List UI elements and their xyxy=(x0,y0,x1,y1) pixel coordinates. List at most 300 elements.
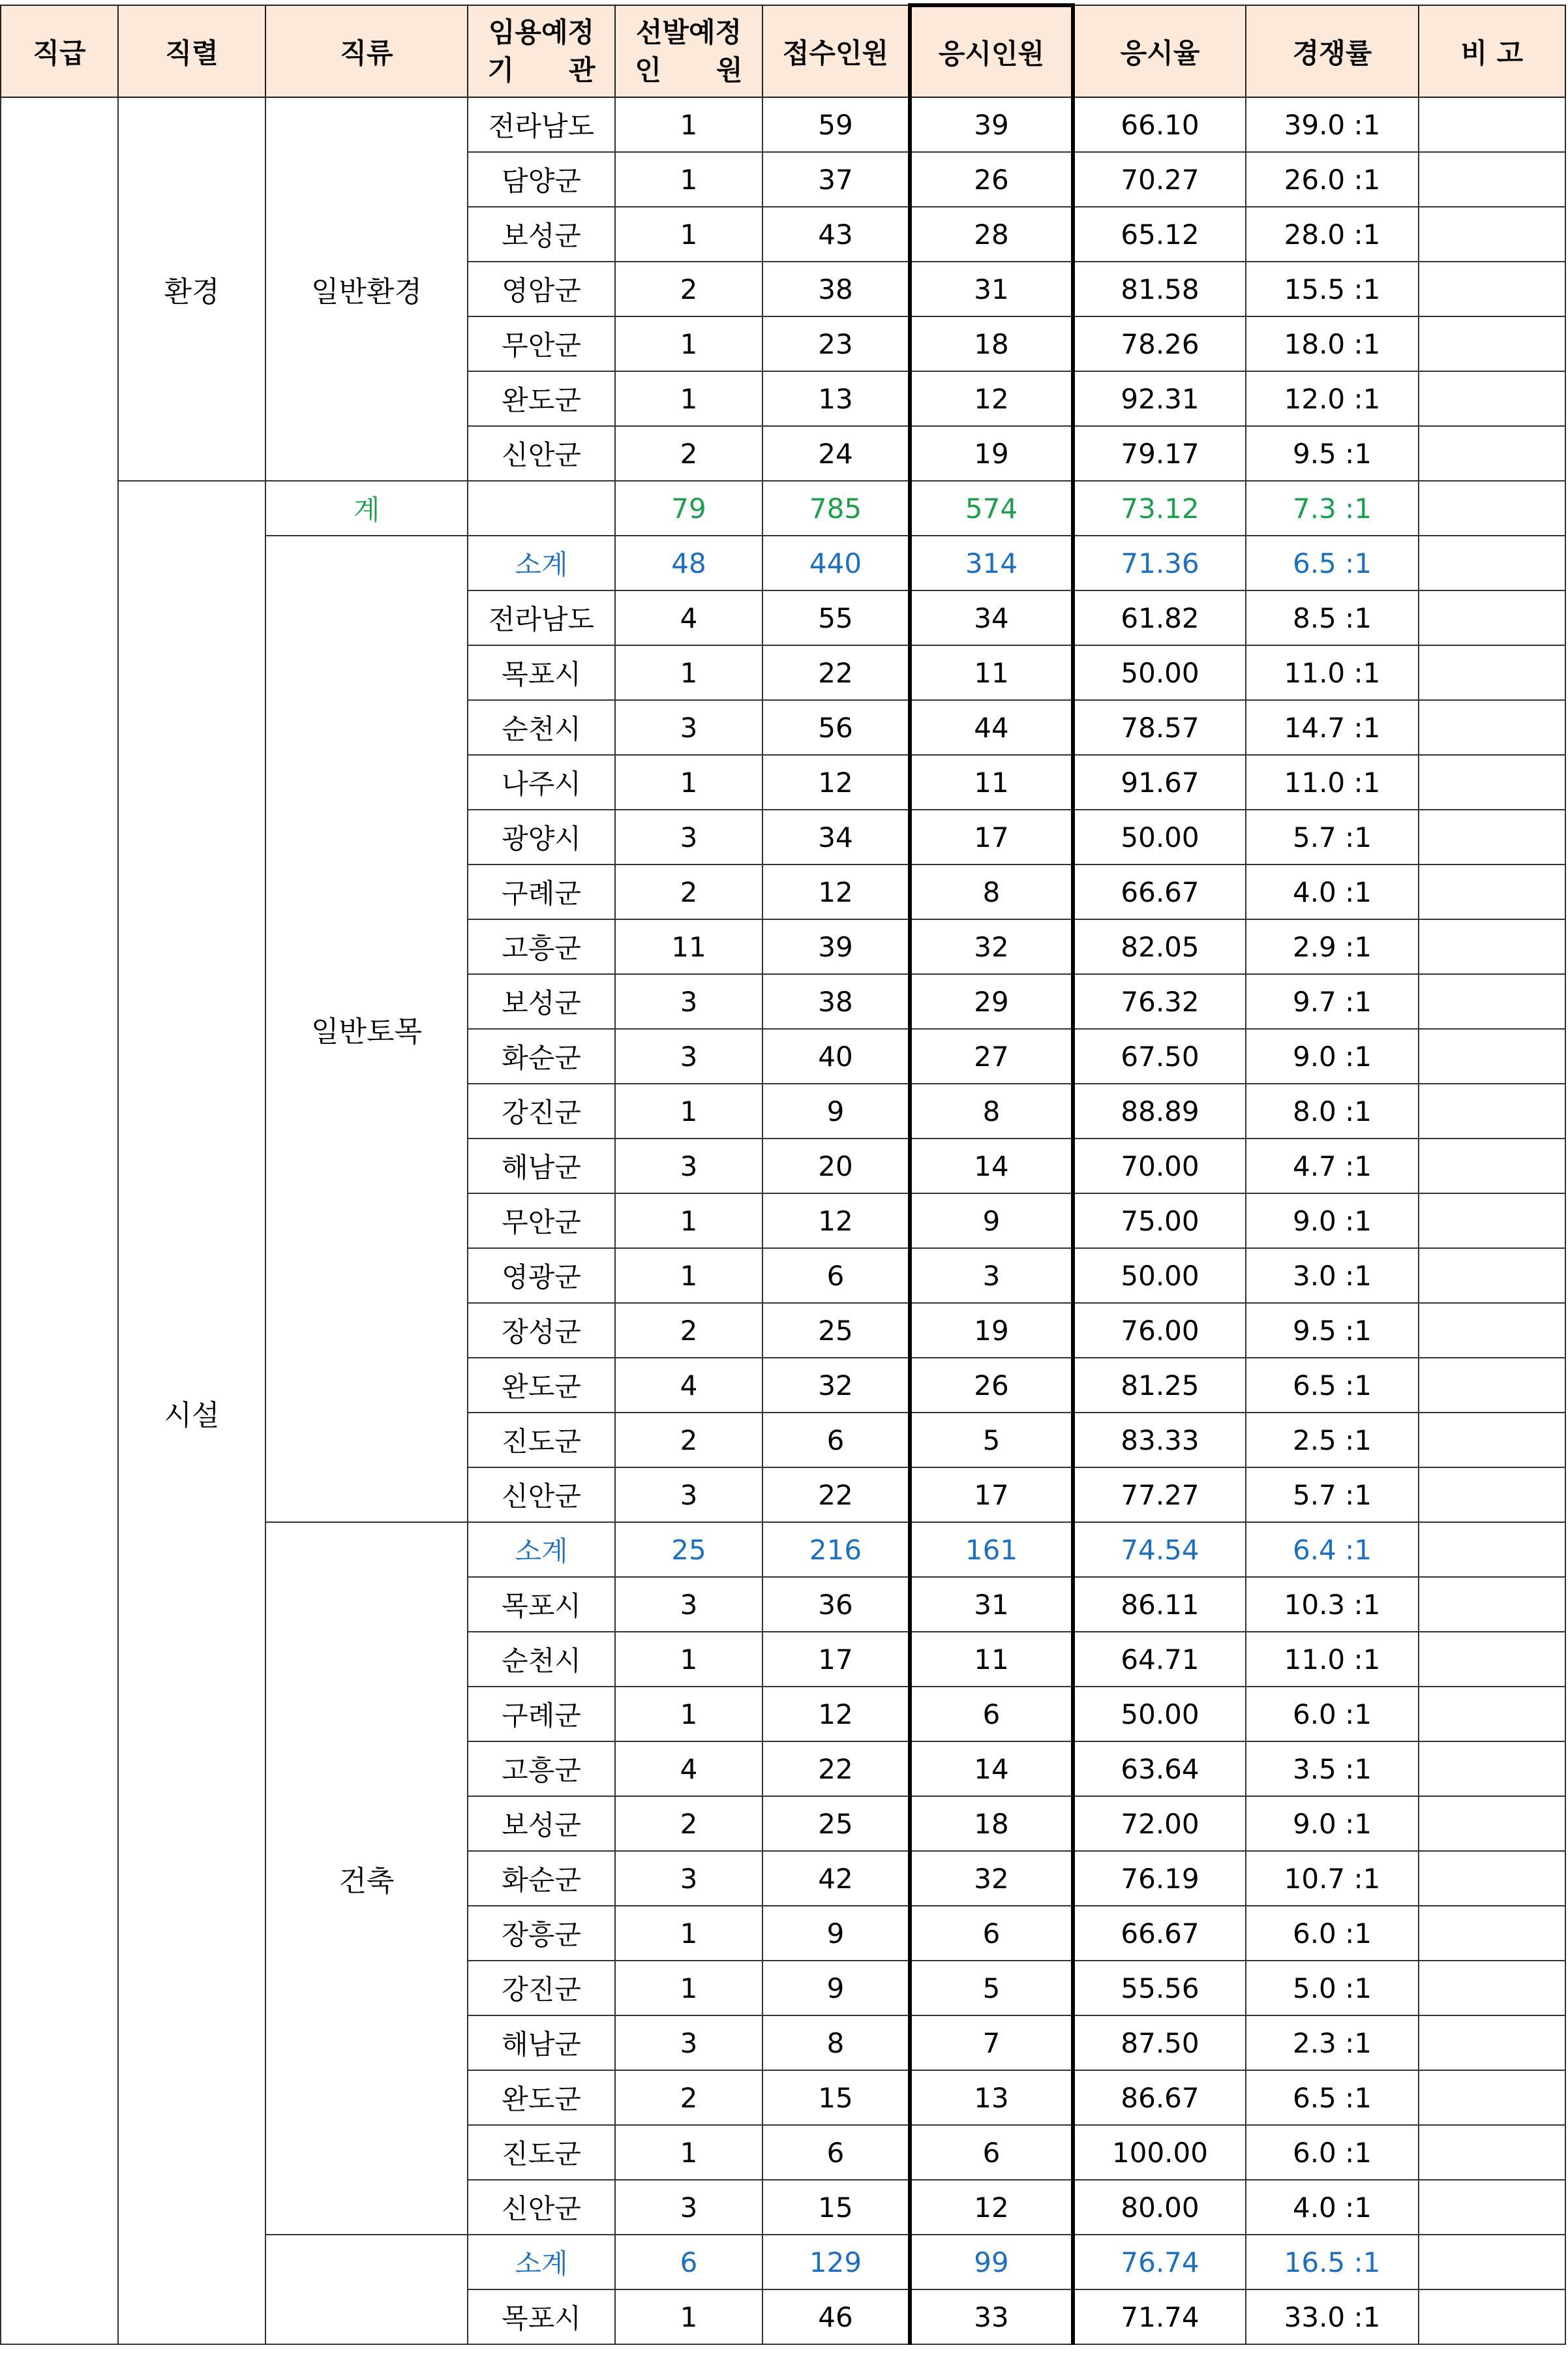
agency-cell: 나주시 xyxy=(468,755,615,810)
planned-cell: 1 xyxy=(615,1906,762,1961)
planned-cell: 3 xyxy=(615,700,762,755)
category-continued xyxy=(265,2235,468,2344)
rate-cell: 76.19 xyxy=(1073,1851,1246,1906)
agency-cell: 전라남도 xyxy=(468,97,615,152)
agency-cell: 무안군 xyxy=(468,1193,615,1248)
header-examinees: 응시인원 xyxy=(910,5,1073,97)
planned-cell: 3 xyxy=(615,1851,762,1906)
rate-cell: 92.31 xyxy=(1073,371,1246,426)
remarks-cell xyxy=(1419,1687,1565,1741)
planned-cell: 4 xyxy=(615,1358,762,1413)
examinees-cell: 11 xyxy=(910,1632,1073,1687)
remarks-cell xyxy=(1419,426,1565,481)
examinees-cell: 26 xyxy=(910,1358,1073,1413)
ratio-cell: 39.0 :1 xyxy=(1246,97,1419,152)
ratio-cell: 2.5 :1 xyxy=(1246,1413,1419,1467)
subtotal-ratio: 6.5 :1 xyxy=(1246,536,1419,590)
remarks-cell xyxy=(1419,864,1565,919)
ratio-cell: 18.0 :1 xyxy=(1246,316,1419,371)
agency-cell: 완도군 xyxy=(468,371,615,426)
agency-cell: 화순군 xyxy=(468,1029,615,1084)
rate-cell: 50.00 xyxy=(1073,645,1246,700)
planned-cell: 4 xyxy=(615,1741,762,1796)
agency-cell: 화순군 xyxy=(468,1851,615,1906)
ratio-cell: 5.0 :1 xyxy=(1246,1961,1419,2015)
agency-cell: 신안군 xyxy=(468,1467,615,1522)
agency-cell: 고흥군 xyxy=(468,1741,615,1796)
ratio-cell: 4.7 :1 xyxy=(1246,1139,1419,1193)
total-rate: 73.12 xyxy=(1073,481,1246,536)
agency-cell: 진도군 xyxy=(468,2125,615,2180)
subtotal-applicants: 129 xyxy=(762,2235,910,2289)
planned-cell: 1 xyxy=(615,97,762,152)
remarks-cell xyxy=(1419,2289,1565,2344)
rate-cell: 77.27 xyxy=(1073,1467,1246,1522)
agency-cell: 보성군 xyxy=(468,974,615,1029)
remarks-cell xyxy=(1419,974,1565,1029)
applicants-cell: 25 xyxy=(762,1303,910,1358)
subtotal-label: 소계 xyxy=(468,1522,615,1577)
series-environment: 환경 xyxy=(118,97,265,481)
ratio-cell: 6.5 :1 xyxy=(1246,2070,1419,2125)
applicants-cell: 39 xyxy=(762,919,910,974)
agency-cell: 전라남도 xyxy=(468,590,615,645)
remarks-cell xyxy=(1419,2015,1565,2070)
applicants-cell: 43 xyxy=(762,207,910,262)
rate-cell: 88.89 xyxy=(1073,1084,1246,1139)
applicants-cell: 12 xyxy=(762,864,910,919)
remarks-cell xyxy=(1419,919,1565,974)
examinees-cell: 19 xyxy=(910,426,1073,481)
total-remarks xyxy=(1419,481,1565,536)
agency-cell: 구례군 xyxy=(468,864,615,919)
ratio-cell: 3.5 :1 xyxy=(1246,1741,1419,1796)
ratio-cell: 33.0 :1 xyxy=(1246,2289,1419,2344)
subtotal-remarks xyxy=(1419,1522,1565,1577)
header-agency-line2: 기 관 xyxy=(487,54,596,86)
applicants-cell: 38 xyxy=(762,262,910,316)
agency-cell: 장흥군 xyxy=(468,1906,615,1961)
subtotal-ratio: 6.4 :1 xyxy=(1246,1522,1419,1577)
ratio-cell: 11.0 :1 xyxy=(1246,1632,1419,1687)
applicants-cell: 13 xyxy=(762,371,910,426)
agency-cell: 담양군 xyxy=(468,152,615,207)
examinees-cell: 33 xyxy=(910,2289,1073,2344)
applicants-cell: 25 xyxy=(762,1796,910,1851)
subtotal-label: 소계 xyxy=(468,2235,615,2289)
rate-cell: 91.67 xyxy=(1073,755,1246,810)
planned-cell: 1 xyxy=(615,207,762,262)
examinees-cell: 13 xyxy=(910,2070,1073,2125)
rate-cell: 66.67 xyxy=(1073,1906,1246,1961)
examinees-cell: 31 xyxy=(910,262,1073,316)
rate-cell: 63.64 xyxy=(1073,1741,1246,1796)
rate-cell: 81.25 xyxy=(1073,1358,1246,1413)
planned-cell: 2 xyxy=(615,1413,762,1467)
examinees-cell: 44 xyxy=(910,700,1073,755)
category-general-civil: 일반토목 xyxy=(265,536,468,1522)
subtotal-remarks xyxy=(1419,2235,1565,2289)
ratio-cell: 15.5 :1 xyxy=(1246,262,1419,316)
examinees-cell: 3 xyxy=(910,1248,1073,1303)
agency-cell: 완도군 xyxy=(468,2070,615,2125)
examinees-cell: 28 xyxy=(910,207,1073,262)
subtotal-remarks xyxy=(1419,536,1565,590)
applicants-cell: 22 xyxy=(762,1741,910,1796)
rate-cell: 50.00 xyxy=(1073,810,1246,864)
applicants-cell: 23 xyxy=(762,316,910,371)
applicants-cell: 9 xyxy=(762,1961,910,2015)
applicants-cell: 22 xyxy=(762,1467,910,1522)
agency-cell: 해남군 xyxy=(468,2015,615,2070)
rate-cell: 78.26 xyxy=(1073,316,1246,371)
examinees-cell: 14 xyxy=(910,1139,1073,1193)
agency-cell: 강진군 xyxy=(468,1084,615,1139)
examinees-cell: 34 xyxy=(910,590,1073,645)
examinees-cell: 11 xyxy=(910,755,1073,810)
rate-cell: 79.17 xyxy=(1073,426,1246,481)
examinees-cell: 18 xyxy=(910,316,1073,371)
ratio-cell: 14.7 :1 xyxy=(1246,700,1419,755)
agency-cell: 목포시 xyxy=(468,2289,615,2344)
category-building: 건축 xyxy=(265,1522,468,2235)
rate-cell: 78.57 xyxy=(1073,700,1246,755)
agency-cell: 보성군 xyxy=(468,1796,615,1851)
agency-cell: 해남군 xyxy=(468,1139,615,1193)
subtotal-examinees: 314 xyxy=(910,536,1073,590)
total-label: 계 xyxy=(265,481,468,536)
applicants-cell: 40 xyxy=(762,1029,910,1084)
applicants-cell: 6 xyxy=(762,2125,910,2180)
agency-cell: 순천시 xyxy=(468,1632,615,1687)
applicants-cell: 12 xyxy=(762,1687,910,1741)
applicants-cell: 15 xyxy=(762,2070,910,2125)
agency-cell: 장성군 xyxy=(468,1303,615,1358)
remarks-cell xyxy=(1419,700,1565,755)
planned-cell: 1 xyxy=(615,1632,762,1687)
planned-cell: 3 xyxy=(615,2180,762,2235)
applicants-cell: 12 xyxy=(762,1193,910,1248)
applicants-cell: 24 xyxy=(762,426,910,481)
examinees-cell: 32 xyxy=(910,1851,1073,1906)
facility-total-row xyxy=(1,481,1565,536)
applicants-cell: 9 xyxy=(762,1084,910,1139)
planned-cell: 3 xyxy=(615,1577,762,1632)
planned-cell: 2 xyxy=(615,2070,762,2125)
subtotal-rate: 71.36 xyxy=(1073,536,1246,590)
remarks-cell xyxy=(1419,810,1565,864)
subtotal-planned: 6 xyxy=(615,2235,762,2289)
header-planned xyxy=(615,5,762,97)
agency-cell: 목포시 xyxy=(468,1577,615,1632)
ratio-cell: 9.0 :1 xyxy=(1246,1193,1419,1248)
examinees-cell: 27 xyxy=(910,1029,1073,1084)
remarks-cell xyxy=(1419,590,1565,645)
remarks-cell xyxy=(1419,1796,1565,1851)
ratio-cell: 10.3 :1 xyxy=(1246,1577,1419,1632)
ratio-cell: 28.0 :1 xyxy=(1246,207,1419,262)
remarks-cell xyxy=(1419,1906,1565,1961)
applicants-cell: 20 xyxy=(762,1139,910,1193)
total-applicants: 785 xyxy=(762,481,910,536)
remarks-cell xyxy=(1419,1084,1565,1139)
applicants-cell: 38 xyxy=(762,974,910,1029)
remarks-cell xyxy=(1419,755,1565,810)
examinees-cell: 9 xyxy=(910,1193,1073,1248)
subtotal-ratio: 16.5 :1 xyxy=(1246,2235,1419,2289)
ratio-cell: 9.0 :1 xyxy=(1246,1029,1419,1084)
ratio-cell: 5.7 :1 xyxy=(1246,1467,1419,1522)
planned-cell: 1 xyxy=(615,1084,762,1139)
subtotal-planned: 48 xyxy=(615,536,762,590)
applicants-cell: 6 xyxy=(762,1248,910,1303)
examinees-cell: 32 xyxy=(910,919,1073,974)
applicants-cell: 8 xyxy=(762,2015,910,2070)
category-general-environment: 일반환경 xyxy=(265,97,468,481)
rate-cell: 70.00 xyxy=(1073,1139,1246,1193)
remarks-cell xyxy=(1419,2180,1565,2235)
examinees-cell: 11 xyxy=(910,645,1073,700)
examinees-cell: 5 xyxy=(910,1413,1073,1467)
rate-cell: 65.12 xyxy=(1073,207,1246,262)
applicants-cell: 37 xyxy=(762,152,910,207)
planned-cell: 3 xyxy=(615,1139,762,1193)
planned-cell: 2 xyxy=(615,426,762,481)
examinees-cell: 26 xyxy=(910,152,1073,207)
ratio-cell: 11.0 :1 xyxy=(1246,645,1419,700)
planned-cell: 4 xyxy=(615,590,762,645)
rate-cell: 75.00 xyxy=(1073,1193,1246,1248)
subtotal-applicants: 216 xyxy=(762,1522,910,1577)
ratio-cell: 2.9 :1 xyxy=(1246,919,1419,974)
agency-cell: 영광군 xyxy=(468,1248,615,1303)
remarks-cell xyxy=(1419,97,1565,152)
subtotal-examinees: 99 xyxy=(910,2235,1073,2289)
planned-cell: 2 xyxy=(615,1796,762,1851)
subtotal-examinees: 161 xyxy=(910,1522,1073,1577)
ratio-cell: 6.5 :1 xyxy=(1246,1358,1419,1413)
ratio-cell: 6.0 :1 xyxy=(1246,1687,1419,1741)
table-body xyxy=(1,97,1565,2344)
header-category: 직류 xyxy=(265,5,468,97)
remarks-cell xyxy=(1419,1029,1565,1084)
header-competition: 경쟁률 xyxy=(1246,5,1419,97)
rate-cell: 76.00 xyxy=(1073,1303,1246,1358)
rate-cell: 100.00 xyxy=(1073,2125,1246,2180)
ratio-cell: 9.7 :1 xyxy=(1246,974,1419,1029)
remarks-cell xyxy=(1419,1577,1565,1632)
rate-cell: 81.58 xyxy=(1073,262,1246,316)
applicants-cell: 46 xyxy=(762,2289,910,2344)
remarks-cell xyxy=(1419,2125,1565,2180)
rate-cell: 50.00 xyxy=(1073,1687,1246,1741)
remarks-cell xyxy=(1419,262,1565,316)
applicants-cell: 32 xyxy=(762,1358,910,1413)
total-planned: 79 xyxy=(615,481,762,536)
rate-cell: 67.50 xyxy=(1073,1029,1246,1084)
ratio-cell: 9.5 :1 xyxy=(1246,426,1419,481)
applicants-cell: 9 xyxy=(762,1906,910,1961)
remarks-cell xyxy=(1419,1851,1565,1906)
ratio-cell: 3.0 :1 xyxy=(1246,1248,1419,1303)
agency-cell: 완도군 xyxy=(468,1358,615,1413)
planned-cell: 1 xyxy=(615,1248,762,1303)
agency-cell: 신안군 xyxy=(468,426,615,481)
ratio-cell: 8.0 :1 xyxy=(1246,1084,1419,1139)
planned-cell: 1 xyxy=(615,371,762,426)
planned-cell: 1 xyxy=(615,1687,762,1741)
subtotal-planned: 25 xyxy=(615,1522,762,1577)
remarks-cell xyxy=(1419,2070,1565,2125)
subtotal-rate: 74.54 xyxy=(1073,1522,1246,1577)
applicants-cell: 15 xyxy=(762,2180,910,2235)
planned-cell: 1 xyxy=(615,316,762,371)
planned-cell: 11 xyxy=(615,919,762,974)
remarks-cell xyxy=(1419,207,1565,262)
table-header xyxy=(1,5,1565,97)
rate-cell: 86.67 xyxy=(1073,2070,1246,2125)
rate-cell: 55.56 xyxy=(1073,1961,1246,2015)
subtotal-label: 소계 xyxy=(468,536,615,590)
planned-cell: 3 xyxy=(615,2015,762,2070)
rate-cell: 64.71 xyxy=(1073,1632,1246,1687)
series-facility: 시설 xyxy=(118,481,265,2344)
total-ratio: 7.3 :1 xyxy=(1246,481,1419,536)
remarks-cell xyxy=(1419,1413,1565,1467)
applicants-cell: 56 xyxy=(762,700,910,755)
ratio-cell: 5.7 :1 xyxy=(1246,810,1419,864)
ratio-cell: 11.0 :1 xyxy=(1246,755,1419,810)
rate-cell: 72.00 xyxy=(1073,1796,1246,1851)
examinees-cell: 6 xyxy=(910,2125,1073,2180)
header-remarks: 비 고 xyxy=(1419,5,1565,97)
header-planned-line1: 선발예정 xyxy=(635,16,742,48)
total-examinees: 574 xyxy=(910,481,1073,536)
rate-cell: 86.11 xyxy=(1073,1577,1246,1632)
remarks-cell xyxy=(1419,1193,1565,1248)
applicants-cell: 36 xyxy=(762,1577,910,1632)
planned-cell: 1 xyxy=(615,645,762,700)
agency-cell: 영암군 xyxy=(468,262,615,316)
examinees-cell: 6 xyxy=(910,1687,1073,1741)
header-agency-line1: 임용예정 xyxy=(488,16,595,48)
examinees-cell: 17 xyxy=(910,810,1073,864)
header-planned-line2: 인 원 xyxy=(635,54,743,86)
ratio-cell: 6.0 :1 xyxy=(1246,2125,1419,2180)
examinees-cell: 17 xyxy=(910,1467,1073,1522)
rate-cell: 76.32 xyxy=(1073,974,1246,1029)
examinees-cell: 5 xyxy=(910,1961,1073,2015)
rate-cell: 66.10 xyxy=(1073,97,1246,152)
remarks-cell xyxy=(1419,152,1565,207)
remarks-cell xyxy=(1419,1632,1565,1687)
remarks-cell xyxy=(1419,1303,1565,1358)
applicants-cell: 34 xyxy=(762,810,910,864)
ratio-cell: 9.5 :1 xyxy=(1246,1303,1419,1358)
exam-results-table xyxy=(0,3,1566,2345)
header-applicants: 접수인원 xyxy=(762,5,910,97)
subtotal-rate: 76.74 xyxy=(1073,2235,1246,2289)
total-agency-empty xyxy=(468,481,615,536)
ratio-cell: 12.0 :1 xyxy=(1246,371,1419,426)
examinees-cell: 31 xyxy=(910,1577,1073,1632)
rate-cell: 83.33 xyxy=(1073,1413,1246,1467)
planned-cell: 1 xyxy=(615,2289,762,2344)
ratio-cell: 6.0 :1 xyxy=(1246,1906,1419,1961)
grade-cell xyxy=(1,97,118,2344)
planned-cell: 3 xyxy=(615,810,762,864)
agency-cell: 목포시 xyxy=(468,645,615,700)
remarks-cell xyxy=(1419,1741,1565,1796)
agency-cell: 보성군 xyxy=(468,207,615,262)
remarks-cell xyxy=(1419,1961,1565,2015)
remarks-cell xyxy=(1419,1358,1565,1413)
table-row xyxy=(1,97,1565,152)
remarks-cell xyxy=(1419,371,1565,426)
applicants-cell: 59 xyxy=(762,97,910,152)
planned-cell: 2 xyxy=(615,262,762,316)
ratio-cell: 4.0 :1 xyxy=(1246,864,1419,919)
header-agency xyxy=(468,5,615,97)
planned-cell: 1 xyxy=(615,152,762,207)
applicants-cell: 12 xyxy=(762,755,910,810)
subtotal-applicants: 440 xyxy=(762,536,910,590)
planned-cell: 1 xyxy=(615,1961,762,2015)
ratio-cell: 10.7 :1 xyxy=(1246,1851,1419,1906)
examinees-cell: 14 xyxy=(910,1741,1073,1796)
applicants-cell: 6 xyxy=(762,1413,910,1467)
planned-cell: 1 xyxy=(615,755,762,810)
ratio-cell: 9.0 :1 xyxy=(1246,1796,1419,1851)
agency-cell: 고흥군 xyxy=(468,919,615,974)
applicants-cell: 22 xyxy=(762,645,910,700)
examinees-cell: 18 xyxy=(910,1796,1073,1851)
rate-cell: 70.27 xyxy=(1073,152,1246,207)
applicants-cell: 17 xyxy=(762,1632,910,1687)
rate-cell: 71.74 xyxy=(1073,2289,1246,2344)
header-grade: 직급 xyxy=(1,5,118,97)
ratio-cell: 8.5 :1 xyxy=(1246,590,1419,645)
examinees-cell: 12 xyxy=(910,371,1073,426)
examinees-cell: 29 xyxy=(910,974,1073,1029)
planned-cell: 1 xyxy=(615,2125,762,2180)
examinees-cell: 8 xyxy=(910,864,1073,919)
planned-cell: 3 xyxy=(615,974,762,1029)
applicants-cell: 55 xyxy=(762,590,910,645)
agency-cell: 구례군 xyxy=(468,1687,615,1741)
remarks-cell xyxy=(1419,1248,1565,1303)
applicants-cell: 42 xyxy=(762,1851,910,1906)
examinees-cell: 8 xyxy=(910,1084,1073,1139)
agency-cell: 무안군 xyxy=(468,316,615,371)
remarks-cell xyxy=(1419,1467,1565,1522)
remarks-cell xyxy=(1419,316,1565,371)
ratio-cell: 2.3 :1 xyxy=(1246,2015,1419,2070)
agency-cell: 광양시 xyxy=(468,810,615,864)
agency-cell: 진도군 xyxy=(468,1413,615,1467)
remarks-cell xyxy=(1419,1139,1565,1193)
remarks-cell xyxy=(1419,645,1565,700)
ratio-cell: 26.0 :1 xyxy=(1246,152,1419,207)
header-rate: 응시율 xyxy=(1073,5,1246,97)
rate-cell: 50.00 xyxy=(1073,1248,1246,1303)
examinees-cell: 7 xyxy=(910,2015,1073,2070)
planned-cell: 2 xyxy=(615,864,762,919)
examinees-cell: 19 xyxy=(910,1303,1073,1358)
planned-cell: 2 xyxy=(615,1303,762,1358)
rate-cell: 87.50 xyxy=(1073,2015,1246,2070)
examinees-cell: 12 xyxy=(910,2180,1073,2235)
